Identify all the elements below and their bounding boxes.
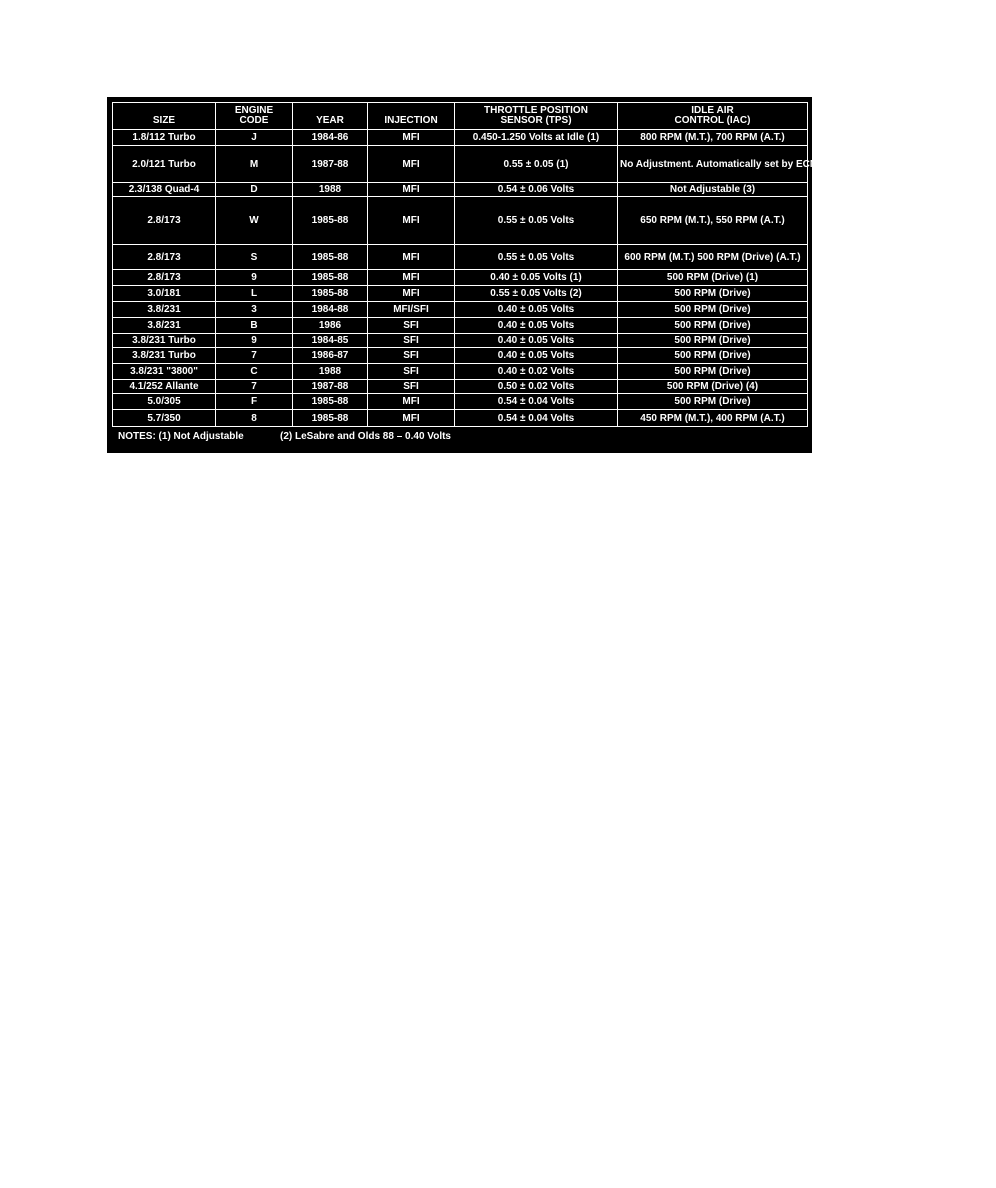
table-row [113, 146, 808, 183]
cell-year: 1986 [293, 318, 368, 334]
cell-iac: 500 RPM (Drive) (4) [618, 380, 808, 394]
cell-injection: SFI [368, 364, 455, 380]
cell-year: 1986-87 [293, 348, 368, 364]
cell-size: 3.8/231 Turbo [113, 348, 216, 364]
cell-tps: 0.54 ± 0.04 Volts [455, 410, 618, 427]
cell-size: 1.8/112 Turbo [113, 130, 216, 146]
cell-injection: MFI [368, 270, 455, 286]
cell-size: 5.7/350 [113, 410, 216, 427]
cell-tps: 0.54 ± 0.04 Volts [455, 394, 618, 410]
cell-size: 3.8/231 Turbo [113, 334, 216, 348]
cell-code: S [216, 245, 293, 270]
cell-year: 1985-88 [293, 270, 368, 286]
table-row [113, 245, 808, 270]
table-row [113, 130, 808, 146]
cell-year: 1985-88 [293, 394, 368, 410]
table-row [113, 410, 808, 427]
cell-year: 1987-88 [293, 380, 368, 394]
cell-size: 2.8/173 [113, 197, 216, 245]
table-row [113, 270, 808, 286]
cell-size: 2.0/121 Turbo [113, 146, 216, 183]
table-row [113, 364, 808, 380]
cell-tps: 0.40 ± 0.05 Volts (1) [455, 270, 618, 286]
cell-year: 1984-85 [293, 334, 368, 348]
table-row [113, 286, 808, 302]
note-1: NOTES: (1) Not Adjustable [118, 431, 244, 442]
cell-code: M [216, 146, 293, 183]
cell-injection: MFI [368, 410, 455, 427]
cell-iac: No Adjustment. Automatically set by ECM when vehicle speed exceeds 35 MPH [618, 146, 808, 183]
cell-year: 1985-88 [293, 245, 368, 270]
cell-code: 3 [216, 302, 293, 318]
header-injection: INJECTION [368, 103, 455, 130]
cell-code: 9 [216, 334, 293, 348]
cell-size: 2.8/173 [113, 245, 216, 270]
cell-tps: 0.55 ± 0.05 Volts [455, 245, 618, 270]
cell-year: 1985-88 [293, 286, 368, 302]
cell-iac: 500 RPM (Drive) [618, 286, 808, 302]
idle-spec-table [112, 102, 996, 427]
cell-size: 3.8/231 [113, 318, 216, 334]
cell-year: 1987-88 [293, 146, 368, 183]
cell-code: 8 [216, 410, 293, 427]
cell-injection: SFI [368, 380, 455, 394]
cell-year: 1988 [293, 183, 368, 197]
cell-iac: 800 RPM (M.T.), 700 RPM (A.T.) [618, 130, 808, 146]
cell-size: 2.3/138 Quad-4 [113, 183, 216, 197]
table-row [113, 318, 808, 334]
cell-iac: 500 RPM (Drive) (1) [618, 270, 808, 286]
cell-injection: SFI [368, 318, 455, 334]
cell-tps: 0.55 ± 0.05 Volts [455, 197, 618, 245]
cell-code: J [216, 130, 293, 146]
cell-tps: 0.450-1.250 Volts at Idle (1) [455, 130, 618, 146]
table-row [113, 348, 808, 364]
cell-iac: 500 RPM (Drive) [618, 394, 808, 410]
cell-year: 1984-88 [293, 302, 368, 318]
cell-tps: 0.40 ± 0.05 Volts [455, 318, 618, 334]
cell-iac: 450 RPM (M.T.), 400 RPM (A.T.) [618, 410, 808, 427]
header-tps: THROTTLE POSITION SENSOR (TPS) [455, 103, 618, 130]
cell-injection: MFI [368, 197, 455, 245]
cell-tps: 0.40 ± 0.05 Volts [455, 334, 618, 348]
cell-iac: 500 RPM (Drive) [618, 302, 808, 318]
cell-size: 3.8/231 [113, 302, 216, 318]
cell-injection: MFI [368, 130, 455, 146]
cell-iac: 650 RPM (M.T.), 550 RPM (A.T.) [618, 197, 808, 245]
cell-size: 3.0/181 [113, 286, 216, 302]
spec-table-panel [107, 97, 996, 453]
cell-year: 1985-88 [293, 410, 368, 427]
cell-size: 5.0/305 [113, 394, 216, 410]
cell-iac: 500 RPM (Drive) [618, 364, 808, 380]
cell-size: 4.1/252 Allante [113, 380, 216, 394]
cell-injection: MFI/SFI [368, 302, 455, 318]
cell-tps: 0.40 ± 0.05 Volts [455, 348, 618, 364]
cell-size: 2.8/173 [113, 270, 216, 286]
header-year: YEAR [293, 103, 368, 130]
cell-year: 1984-86 [293, 130, 368, 146]
cell-code: B [216, 318, 293, 334]
cell-code: 7 [216, 380, 293, 394]
table-row [113, 334, 808, 348]
cell-tps: 0.55 ± 0.05 Volts (2) [455, 286, 618, 302]
cell-code: C [216, 364, 293, 380]
header-engine-code: ENGINE CODE [216, 103, 293, 130]
header-row [113, 103, 808, 130]
table-row [113, 302, 808, 318]
cell-size: 3.8/231 "3800" [113, 364, 216, 380]
cell-tps: 0.40 ± 0.05 Volts [455, 302, 618, 318]
cell-year: 1988 [293, 364, 368, 380]
cell-iac: 600 RPM (M.T.) 500 RPM (Drive) (A.T.) [618, 245, 808, 270]
cell-iac: 500 RPM (Drive) [618, 348, 808, 364]
table-row [113, 380, 808, 394]
cell-iac: 500 RPM (Drive) [618, 334, 808, 348]
cell-code: L [216, 286, 293, 302]
cell-iac: Not Adjustable (3) [618, 183, 808, 197]
cell-code: 9 [216, 270, 293, 286]
cell-injection: MFI [368, 394, 455, 410]
note-2: (2) LeSabre and Olds 88 – 0.40 Volts [280, 431, 451, 442]
table-row [113, 197, 808, 245]
table-row [113, 183, 808, 197]
table-notes [112, 431, 807, 442]
cell-injection: MFI [368, 183, 455, 197]
cell-tps: 0.50 ± 0.02 Volts [455, 380, 618, 394]
cell-tps: 0.54 ± 0.06 Volts [455, 183, 618, 197]
cell-year: 1985-88 [293, 197, 368, 245]
cell-code: 7 [216, 348, 293, 364]
cell-code: F [216, 394, 293, 410]
cell-injection: SFI [368, 334, 455, 348]
cell-injection: MFI [368, 245, 455, 270]
header-size: SIZE [113, 103, 216, 130]
cell-injection: MFI [368, 286, 455, 302]
cell-injection: SFI [368, 348, 455, 364]
cell-code: W [216, 197, 293, 245]
header-iac: IDLE AIR CONTROL (IAC) [618, 103, 808, 130]
cell-code: D [216, 183, 293, 197]
table-row [113, 394, 808, 410]
cell-injection: MFI [368, 146, 455, 183]
cell-tps: 0.40 ± 0.02 Volts [455, 364, 618, 380]
cell-tps: 0.55 ± 0.05 (1) [455, 146, 618, 183]
cell-iac: 500 RPM (Drive) [618, 318, 808, 334]
